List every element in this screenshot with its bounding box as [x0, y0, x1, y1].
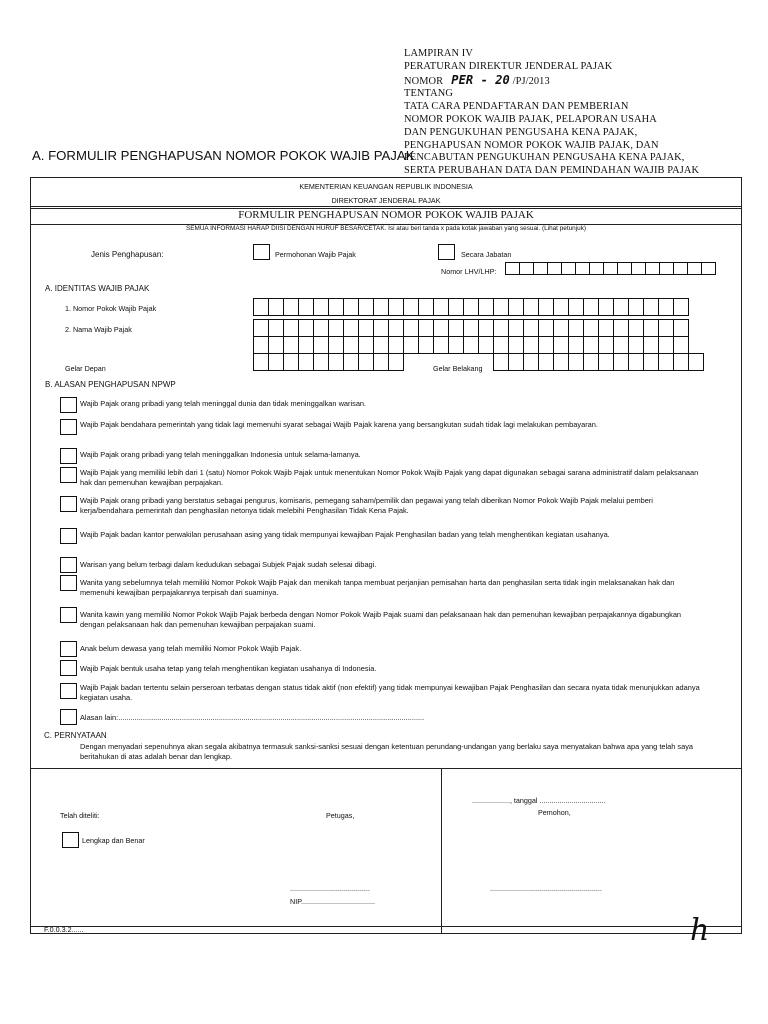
reason-text: Wajib Pajak yang memiliki lebih dari 1 (satu) Nomor Pokok Wajib Pajak untuk menentukan Nomor Pokok Wajib Pajak yang dapat digunakan sebagai sarana administratif dalam pelaksanaan hak dan pemenuhan kewajiban perpajakan. — [80, 468, 699, 488]
peraturan: PERATURAN DIREKTUR JENDERAL PAJAK — [404, 60, 613, 72]
section-b-title: B. ALASAN PENGHAPUSAN NPWP — [45, 380, 176, 389]
statement: Dengan menyadari sepenuhnya akan segala akibatnya termasuk sanksi-sanksi sesuai dengan ketentuan perundang-undangan yang berlaku saya menyatakan bahwa apa yang telah saya beritahukan di atas adalah benar dan lengkap. — [80, 742, 694, 762]
lhv-label: Nomor LHV/LHP: — [441, 267, 497, 276]
petugas-sign-line[interactable]: ........................................ — [290, 884, 370, 893]
reason-text: Wajib Pajak bendahara pemerintah yang tidak lagi memenuhi syarat sebagai Wajib Pajak karena yang bersangkutan sudah tidak lagi melakukan pembayaran. — [80, 420, 598, 429]
subject-line: TATA CARA PENDAFTARAN DAN PEMBERIAN — [404, 101, 629, 113]
reason-checkbox[interactable] — [60, 709, 77, 725]
lengkap-checkbox[interactable] — [62, 832, 79, 848]
reason-checkbox[interactable] — [60, 419, 77, 435]
reason-text: Wajib Pajak orang pribadi yang telah meninggalkan Indonesia untuk selama-lamanya. — [80, 450, 361, 459]
gelar-belakang-label: Gelar Belakang — [433, 364, 483, 373]
nomor-label: NOMOR — [404, 75, 444, 87]
reason-text: Wajib Pajak orang pribadi yang berstatus sebagai pengurus, komisaris, pemegang saham/pemilik dan pegawai yang telah diberikan Nomor Pokok Wajib Pajak melalui pemberi kerja/bendahara pemerintah dan penghasilan netonya tidak melebihi Penghasilan Tidak Kena Pajak. — [80, 496, 653, 516]
reason-text: Wanita kawin yang memiliki Nomor Pokok Wajib Pajak berbeda dengan Nomor Pokok Wajib Pajak suami dan pelaksanaan hak dan pemenuhan kewajiban perpajakannya digabungkan dengan pelaksanaan hak dan pemenuhan kewajiban perpajakan suami. — [80, 610, 682, 630]
signature-mark: h — [690, 913, 710, 948]
reason-text: Wanita yang sebelumnya telah memiliki Nomor Pokok Wajib Pajak dan menikah tanpa membuat perjanjian pemisahan harta dan penghasilan serta tidak ingin melaksanakan hak dan memenuhi kewajiban perpajakannya terpisah dari suaminya. — [80, 578, 675, 598]
reason-checkbox[interactable] — [60, 575, 77, 591]
nomor-suffix: /PJ/2013 — [512, 75, 550, 87]
reason-text: Wajib Pajak badan kantor perwakilan perusahaan asing yang tidak mempunyai kewajiban Pajak Penghasilan badan yang telah menghentikan kegiatan usahanya. — [80, 530, 610, 539]
reason-checkbox[interactable] — [60, 660, 77, 676]
permohonan-checkbox[interactable] — [253, 244, 270, 260]
npwp-input[interactable] — [253, 298, 688, 316]
instruction: SEMUA INFORMASI HARAP DIISI DENGAN HURUF BESAR/CETAK. Isi atau beri tanda x pada kotak jawaban yang sesuai. (Lihat petunjuk) — [185, 225, 587, 232]
reason-checkbox[interactable] — [60, 557, 77, 573]
jenis-label: Jenis Penghapusan: — [91, 250, 164, 259]
pemohon-sign-line[interactable]: ........................................................ — [490, 884, 602, 893]
nomor-handwritten: PER - 20 — [451, 72, 510, 87]
reason-other[interactable]: Alasan lain:..................................................................................................................................................... — [80, 713, 425, 722]
tentang: TENTANG — [404, 88, 453, 100]
regulation-header — [404, 48, 699, 178]
reason-checkbox[interactable] — [60, 641, 77, 657]
telah-diteliti: Telah diteliti: — [60, 811, 100, 820]
subject-line: PENCABUTAN PENGUKUHAN PENGUSAHA KENA PAJAK, — [404, 152, 685, 164]
form-title: FORMULIR PENGHAPUSAN NOMOR POKOK WAJIB PAJAK — [238, 209, 534, 221]
npwp-label: 1. Nomor Pokok Wajib Pajak — [65, 304, 157, 313]
nip-line[interactable]: NIP..................................... — [290, 897, 375, 906]
subject-line: PENGHAPUSAN NOMOR POKOK WAJIB PAJAK, DAN — [404, 139, 659, 151]
gelar-depan-input[interactable] — [253, 353, 403, 371]
nama-label: 2. Nama Wajib Pajak — [65, 325, 132, 334]
nama-input-row2[interactable] — [253, 336, 688, 354]
vertical-divider — [441, 768, 442, 933]
reason-text: Wajib Pajak orang pribadi yang telah meninggal dunia dan tidak meninggalkan warisan. — [80, 399, 367, 408]
divider — [31, 206, 741, 207]
gelar-depan-label: Gelar Depan — [65, 364, 106, 373]
gelar-belakang-input[interactable] — [493, 353, 703, 371]
jabatan-label: Secara Jabatan — [461, 250, 512, 259]
pemohon: Pemohon, — [538, 808, 571, 817]
section-c-title: C. PERNYATAAN — [44, 731, 107, 740]
nama-input-row1[interactable] — [253, 319, 688, 337]
footer-code: F.0.0.3.2...... — [44, 925, 84, 934]
reason-checkbox[interactable] — [60, 397, 77, 413]
reason-checkbox[interactable] — [60, 607, 77, 623]
ministry: KEMENTERIAN KEUANGAN REPUBLIK INDONESIA — [299, 182, 473, 191]
tanggal[interactable]: ..................., tanggal ................................. — [472, 796, 606, 805]
divider — [31, 768, 741, 769]
reason-checkbox[interactable] — [60, 448, 77, 464]
section-a-title: A. IDENTITAS WAJIB PAJAK — [45, 284, 150, 293]
lhv-input[interactable] — [505, 262, 715, 275]
petugas: Petugas, — [326, 811, 355, 820]
reason-text: Warisan yang belum terbagi dalam kedudukan sebagai Subjek Pajak sudah selesai dibagi. — [80, 560, 377, 569]
lengkap-label: Lengkap dan Benar — [82, 836, 145, 845]
reason-text: Wajib Pajak badan tertentu selain perseroan terbatas dengan status tidak aktif (non efektif) yang tidak mempunyai kewajiban Pajak Penghasilan dan secara nyata tidak menunjukkan adanya kegiatan usaha. — [80, 683, 700, 703]
subject-line: DAN PENGUKUHAN PENGUSAHA KENA PAJAK, — [404, 126, 638, 138]
reason-checkbox[interactable] — [60, 467, 77, 483]
permohonan-label: Permohonan Wajib Pajak — [275, 250, 356, 259]
lampiran: LAMPIRAN IV — [404, 48, 473, 59]
section-title: A. FORMULIR PENGHAPUSAN NOMOR POKOK WAJIB PAJAK — [32, 148, 415, 163]
nomor-line — [404, 74, 699, 89]
reason-text: Anak belum dewasa yang telah memiliki Nomor Pokok Wajib Pajak. — [80, 644, 302, 653]
divider — [31, 926, 741, 927]
jabatan-checkbox[interactable] — [438, 244, 455, 260]
subject-line: SERTA PERUBAHAN DATA DAN PEMINDAHAN WAJIB PAJAK — [404, 165, 700, 177]
reason-checkbox[interactable] — [60, 528, 77, 544]
reason-text: Wajib Pajak bentuk usaha tetap yang telah menghentikan kegiatan usahanya di Indonesia. — [80, 664, 377, 673]
directorate: DIREKTORAT JENDERAL PAJAK — [331, 196, 441, 205]
subject-line: NOMOR POKOK WAJIB PAJAK, PELAPORAN USAHA — [404, 113, 657, 125]
form-frame — [30, 177, 742, 934]
reason-checkbox[interactable] — [60, 683, 77, 699]
reason-checkbox[interactable] — [60, 496, 77, 512]
